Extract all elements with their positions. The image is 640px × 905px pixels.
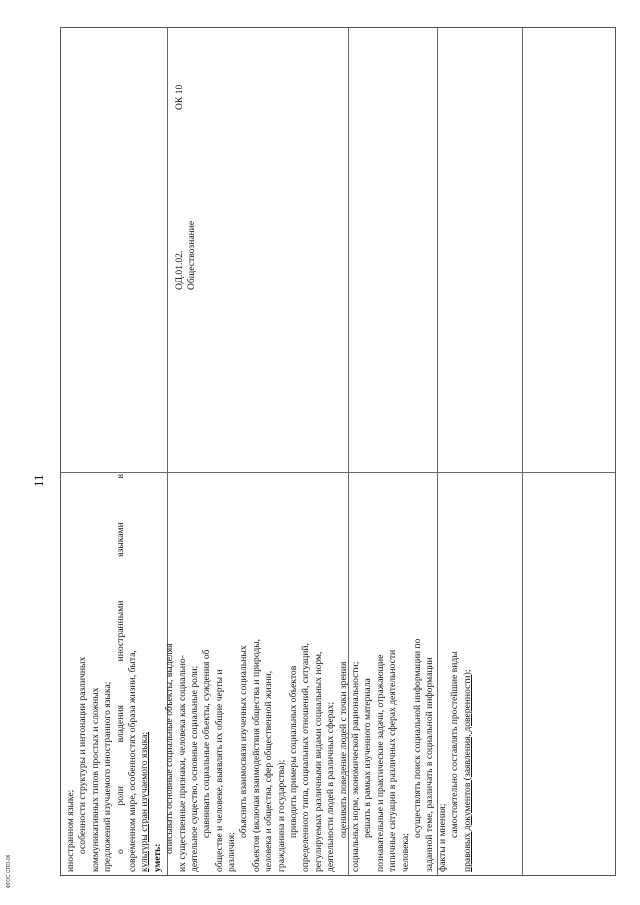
content-line: типичные ситуации в различных сферах деятельности (387, 649, 399, 872)
page-number: 11 (31, 474, 46, 487)
content-line: факты и мнения; (436, 803, 448, 872)
competency-code: ОК 10 (174, 84, 185, 110)
content-line: регулируемых различными видами социальных норм, (312, 651, 324, 872)
skills-subheading: уметь: (151, 843, 163, 872)
discipline-code: ОД.01.02. (174, 250, 185, 290)
content-line: культуры стран изучаемого языка; (139, 731, 151, 872)
content-line: иностранном языке; (65, 789, 76, 872)
content-line: коммуникативных типов простых и сложных (89, 687, 101, 872)
content-line: приводить примеры социальных объектов (288, 665, 300, 838)
content-line: оценивать поведение людей с точки зрения (337, 661, 349, 838)
content-line: обществе и человеке, выявлять их общие черты и (213, 669, 225, 872)
content-line: объектов (включая взаимодействия общества и природы, (250, 638, 262, 872)
discipline-cell (174, 221, 199, 290)
content-line: предложений изучаемого иностранного языка; (102, 681, 114, 872)
content-line: их существенные признаки, человека как социально- (176, 655, 188, 872)
content-line: сравнивать социальные объекты, суждения об (201, 649, 213, 838)
content-line: особенности структуры и интонации различных (77, 656, 89, 854)
discipline-name: Обществознание (186, 220, 198, 290)
knowledge-skills-cell (65, 34, 474, 872)
content-line: самостоятельно составлять простейшие виды (449, 651, 461, 838)
content-line: определенного типа, социальных отношений, ситуаций, (300, 643, 312, 872)
content-line: осуществлять поиск социальной информации по (411, 638, 423, 838)
content-line: современном мире, особенностях образа жизни, быта, (126, 650, 138, 872)
content-line: социальных норм, экономической рациональности; (349, 661, 361, 872)
content-line: различия; (226, 832, 238, 872)
content-line: деятельное существо, основные социальные роли; (188, 665, 200, 872)
content-line: о роли владения иностранными языками в (114, 474, 126, 854)
content-line: человека и общества, сфер общественной жизни, (263, 670, 275, 872)
content-line: деятельности людей в различных сферах; (325, 701, 337, 872)
content-line: гражданина и государства); (275, 759, 287, 872)
content-line: решать в рамках изученного материала (362, 678, 374, 838)
column-divider (522, 28, 523, 875)
content-line: познавательные и практические задачи, отражающие (374, 654, 386, 872)
content-line: объяснять взаимосвязи изученных социальных (238, 645, 250, 838)
content-line: правовых документов (заявления, доверенности); (461, 669, 473, 872)
content-line: человека; (399, 833, 411, 872)
footer-code: ФГОС СПО-06 (6, 854, 12, 888)
content-line: заданной теме, различать в социальной информации (424, 657, 436, 872)
content-line: описывать основные социальные объекты, выделяя (164, 643, 176, 854)
